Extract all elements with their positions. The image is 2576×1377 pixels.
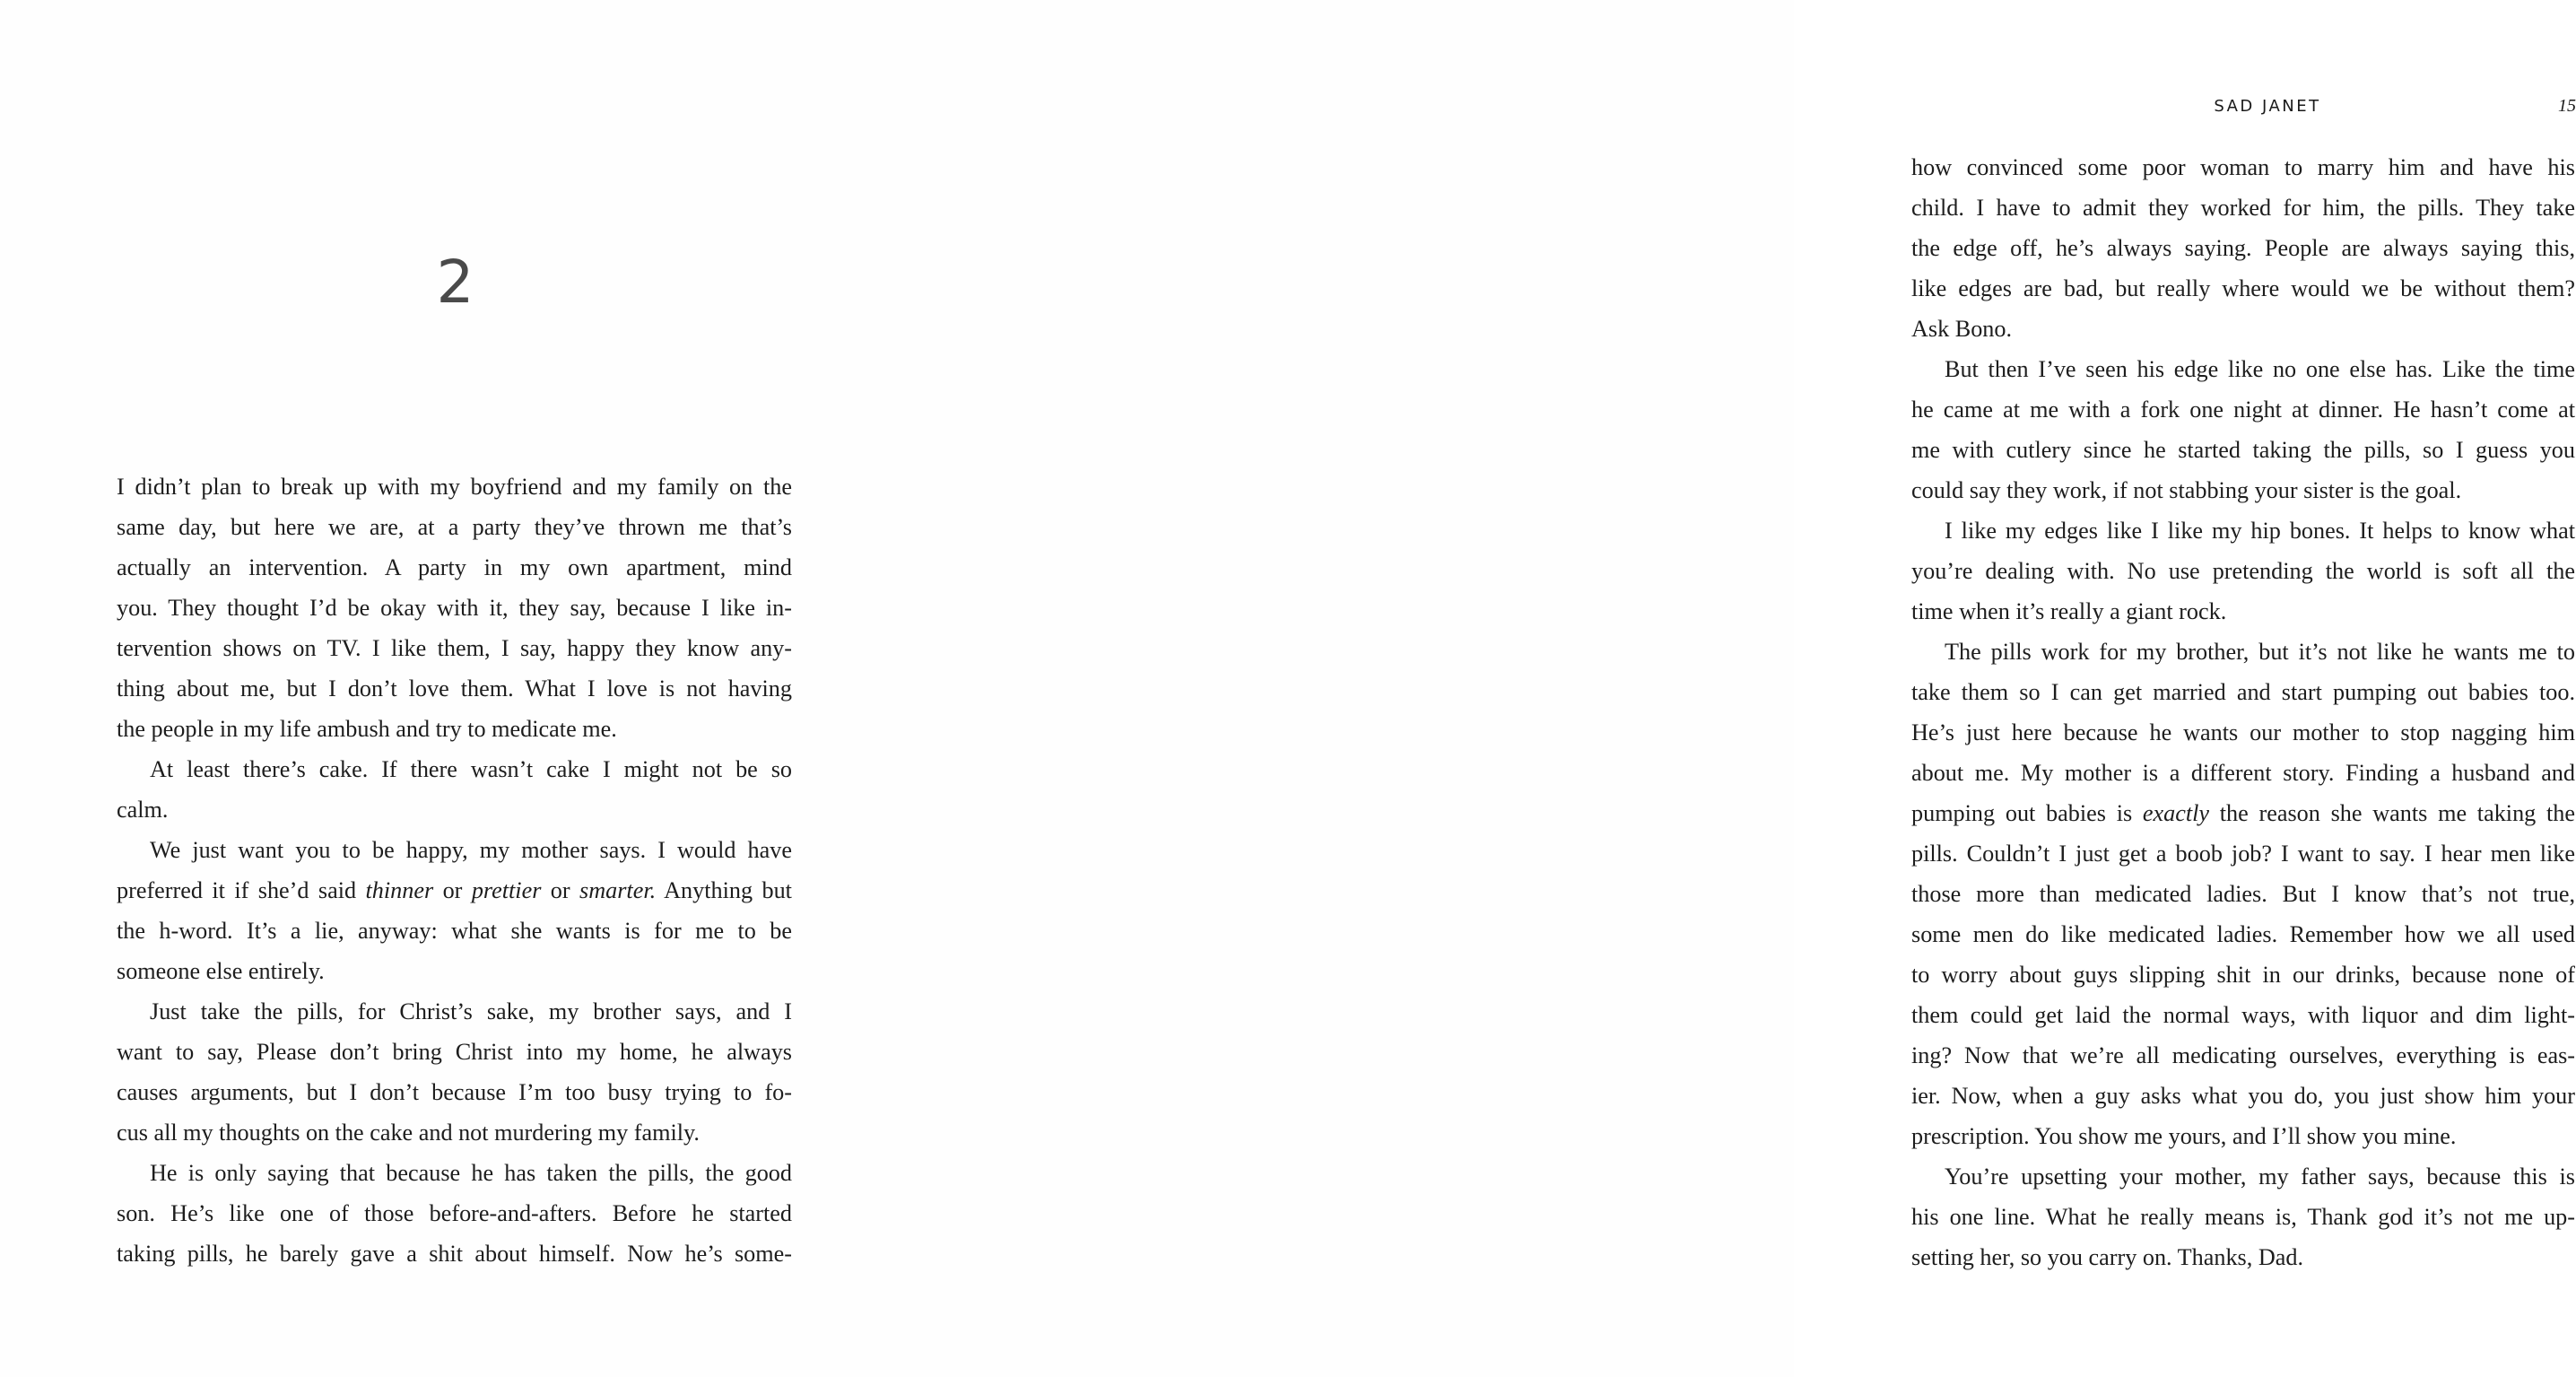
chapter-number: 2 bbox=[436, 248, 474, 317]
left-page-body-text bbox=[117, 466, 792, 1274]
text-line: calm. bbox=[117, 797, 169, 823]
text-line: He’s just here because he wants our mother to stop nagging him bbox=[1911, 719, 2575, 745]
running-head: SAD JANET bbox=[2214, 97, 2321, 116]
text-line: about me. My mother is a different story. Finding a husband and bbox=[1911, 760, 2575, 786]
text-line bbox=[117, 870, 792, 911]
text-line: you’re dealing with. No use pretending the world is soft all the bbox=[1911, 558, 2575, 584]
text-line: Ask Bono. bbox=[1911, 316, 2013, 342]
text-line: causes arguments, but I don’t because I’m too busy trying to fo- bbox=[117, 1079, 792, 1105]
italic-text: smarter. bbox=[579, 877, 657, 903]
text-segment: pumping out babies is bbox=[1911, 800, 2143, 826]
italic-text: thinner bbox=[365, 877, 434, 903]
text-line: same day, but here we are, at a party they’ve thrown me that’s bbox=[117, 514, 792, 540]
text-line: I didn’t plan to break up with my boyfriend and my family on the bbox=[117, 474, 792, 500]
text-line: someone else entirely. bbox=[117, 958, 325, 984]
text-line: them could get laid the normal ways, with liquor and dim light- bbox=[1911, 1002, 2575, 1028]
text-line: the people in my life ambush and try to medicate me. bbox=[117, 716, 617, 742]
text-line: time when it’s really a giant rock. bbox=[1911, 598, 2227, 624]
text-line: those more than medicated ladies. But I know that’s not true, bbox=[1911, 881, 2575, 907]
text-line: tervention shows on TV. I like them, I say, happy they know any- bbox=[117, 635, 792, 661]
text-line: But then I’ve seen his edge like no one else has. Like the time bbox=[1945, 356, 2575, 382]
text-line: take them so I can get married and start pumping out babies too. bbox=[1911, 679, 2575, 705]
text-line: actually an intervention. A party in my own apartment, mind bbox=[117, 554, 792, 580]
text-segment: preferred it if she’d said bbox=[117, 877, 366, 903]
text-line: thing about me, but I don’t love them. What I love is not having bbox=[117, 675, 792, 702]
left-page bbox=[0, 0, 897, 1377]
text-line: I like my edges like I like my hip bones. It helps to know what bbox=[1945, 518, 2575, 544]
right-page-body-text bbox=[1911, 147, 2575, 1277]
text-line: prescription. You show me yours, and I’ll show you mine. bbox=[1911, 1123, 2457, 1149]
text-line: son. He’s like one of those before-and-afters. Before he started bbox=[117, 1200, 792, 1226]
text-line: he came at me with a fork one night at dinner. He hasn’t come at bbox=[1911, 397, 2575, 423]
text-line: You’re upsetting your mother, my father says, because this is bbox=[1945, 1163, 2575, 1190]
text-segment: Anything but bbox=[656, 877, 792, 903]
text-line: ier. Now, when a guy asks what you do, you just show him your bbox=[1911, 1083, 2575, 1109]
text-line: He is only saying that because he has taken the pills, the good bbox=[150, 1160, 792, 1186]
text-line: me with cutlery since he started taking the pills, so I guess you bbox=[1911, 437, 2575, 463]
text-line: setting her, so you carry on. Thanks, Dad. bbox=[1911, 1244, 2304, 1270]
text-line: pills. Couldn’t I just get a boob job? I want to say. I hear men like bbox=[1911, 841, 2575, 867]
text-line: you. They thought I’d be okay with it, they say, because I like in- bbox=[117, 595, 792, 621]
text-line: some men do like medicated ladies. Remember how we all used bbox=[1911, 921, 2575, 947]
text-line: taking pills, he barely gave a shit about himself. Now he’s some- bbox=[117, 1241, 792, 1267]
text-segment: or bbox=[433, 877, 472, 903]
text-line: the edge off, he’s always saying. People are always saying this, bbox=[1911, 235, 2575, 261]
text-line: how convinced some poor woman to marry him and have his bbox=[1911, 154, 2575, 180]
text-line: the h-word. It’s a lie, anyway: what she wants is for me to be bbox=[117, 918, 792, 944]
text-segment: or bbox=[541, 877, 580, 903]
text-line: We just want you to be happy, my mother says. I would have bbox=[150, 837, 792, 863]
text-line: cus all my thoughts on the cake and not murdering my family. bbox=[117, 1120, 700, 1146]
italic-text: prettier bbox=[471, 877, 542, 903]
text-line: At least there’s cake. If there wasn’t cake I might not be so bbox=[150, 756, 792, 782]
text-line: want to say, Please don’t bring Christ into my home, he always bbox=[117, 1039, 792, 1065]
text-line: child. I have to admit they worked for him, the pills. They take bbox=[1911, 195, 2575, 221]
text-line bbox=[1911, 793, 2575, 833]
text-line: could say they work, if not stabbing your sister is the goal. bbox=[1911, 477, 2462, 503]
text-line: to worry about guys slipping shit in our drinks, because none of bbox=[1911, 962, 2575, 988]
text-segment: the reason she wants me taking the bbox=[2209, 800, 2575, 826]
text-line: like edges are bad, but really where would we be without them? bbox=[1911, 275, 2575, 301]
text-line: ing? Now that we’re all medicating ourselves, everything is eas- bbox=[1911, 1042, 2575, 1068]
text-line: his one line. What he really means is, Thank god it’s not me up- bbox=[1911, 1204, 2575, 1230]
page-number: 15 bbox=[2558, 96, 2576, 116]
italic-text: exactly bbox=[2142, 800, 2210, 826]
text-line: The pills work for my brother, but it’s not like he wants me to bbox=[1945, 639, 2575, 665]
text-line: Just take the pills, for Christ’s sake, my brother says, and I bbox=[150, 998, 792, 1024]
right-page bbox=[897, 0, 2576, 1377]
